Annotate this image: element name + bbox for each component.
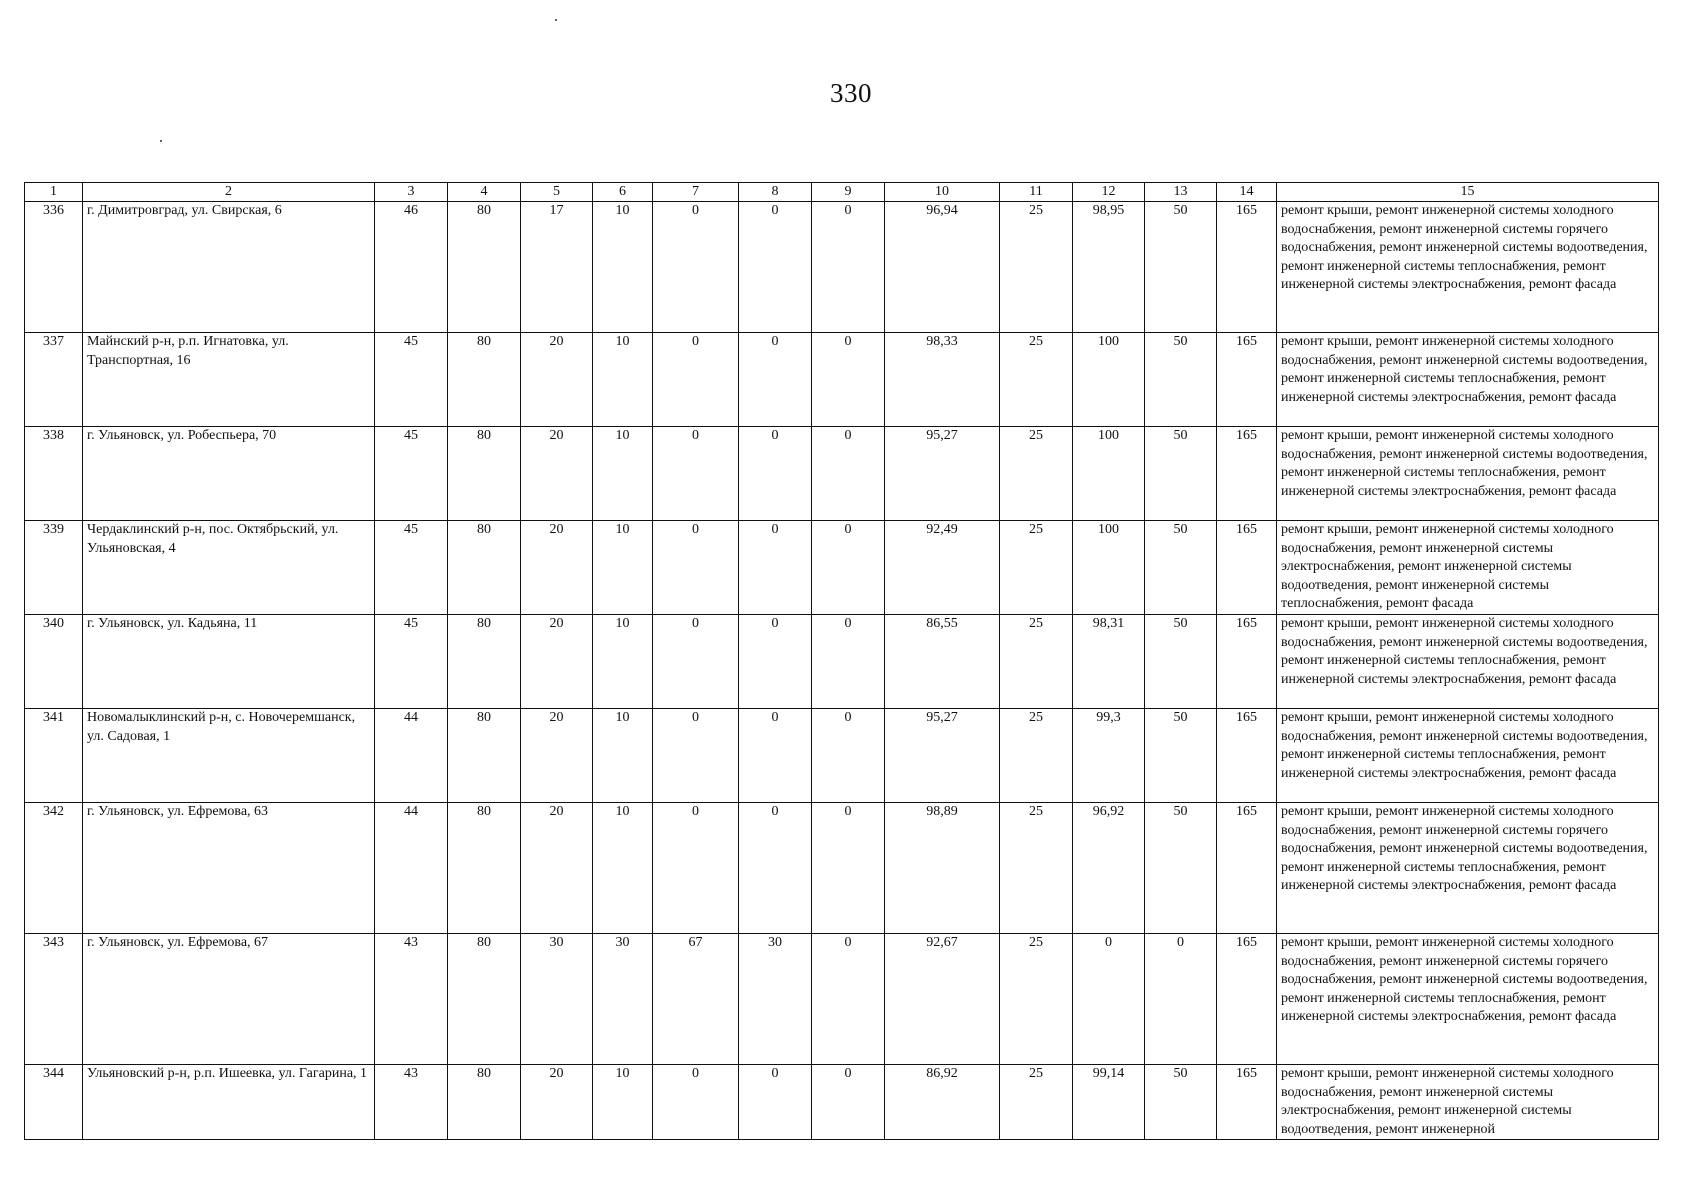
column-header-4: 4 — [448, 183, 521, 202]
table-row — [25, 709, 1659, 803]
value-col-4: 80 — [448, 202, 521, 333]
scan-speck — [555, 19, 557, 21]
value-col-11: 25 — [1000, 202, 1073, 333]
address-cell: Новомалыклинский р-н, с. Новочеремшанск, ул. Садовая, 1 — [83, 709, 375, 803]
table-row — [25, 934, 1659, 1065]
value-col-6: 30 — [593, 934, 653, 1065]
page-number: 330 — [830, 78, 872, 108]
value-col-14: 165 — [1217, 803, 1277, 934]
value-col-6: 10 — [593, 333, 653, 427]
value-col-5: 17 — [521, 202, 593, 333]
value-col-10: 92,67 — [885, 934, 1000, 1065]
value-col-13: 50 — [1145, 202, 1217, 333]
value-col-9: 0 — [812, 427, 885, 521]
value-col-7: 0 — [653, 803, 739, 934]
column-header-6: 6 — [593, 183, 653, 202]
row-number: 341 — [25, 709, 83, 803]
works-description: ремонт крыши, ремонт инженерной системы холодного водоснабжения, ремонт инженерной системы электроснабжения, ремонт инженерной системы водоотведения, ремонт инженерной системы теплоснабжения, ремонт фасада — [1277, 521, 1659, 615]
value-col-12: 96,92 — [1073, 803, 1145, 934]
works-description: ремонт крыши, ремонт инженерной системы холодного водоснабжения, ремонт инженерной системы водоотведения, ремонт инженерной системы теплоснабжения, ремонт инженерной системы электроснабжения, ремонт фасада — [1277, 709, 1659, 803]
value-col-8: 0 — [739, 202, 812, 333]
value-col-4: 80 — [448, 1065, 521, 1140]
value-col-4: 80 — [448, 427, 521, 521]
column-header-9: 9 — [812, 183, 885, 202]
scan-speck — [160, 140, 162, 142]
value-col-13: 50 — [1145, 615, 1217, 709]
value-col-7: 0 — [653, 709, 739, 803]
row-number: 344 — [25, 1065, 83, 1140]
row-number: 337 — [25, 333, 83, 427]
value-col-7: 0 — [653, 521, 739, 615]
value-col-10: 86,92 — [885, 1065, 1000, 1140]
table-body — [25, 202, 1659, 1140]
column-header-15: 15 — [1277, 183, 1659, 202]
value-col-11: 25 — [1000, 427, 1073, 521]
value-col-12: 100 — [1073, 427, 1145, 521]
value-col-12: 99,3 — [1073, 709, 1145, 803]
value-col-3: 44 — [375, 709, 448, 803]
column-header-10: 10 — [885, 183, 1000, 202]
address-cell: г. Ульяновск, ул. Ефремова, 63 — [83, 803, 375, 934]
value-col-8: 0 — [739, 1065, 812, 1140]
table-row — [25, 333, 1659, 427]
value-col-5: 20 — [521, 521, 593, 615]
value-col-10: 96,94 — [885, 202, 1000, 333]
value-col-3: 45 — [375, 521, 448, 615]
value-col-12: 98,95 — [1073, 202, 1145, 333]
value-col-14: 165 — [1217, 427, 1277, 521]
value-col-13: 0 — [1145, 934, 1217, 1065]
column-header-8: 8 — [739, 183, 812, 202]
value-col-12: 100 — [1073, 521, 1145, 615]
value-col-7: 0 — [653, 427, 739, 521]
works-description: ремонт крыши, ремонт инженерной системы холодного водоснабжения, ремонт инженерной системы горячего водоснабжения, ремонт инженерной системы водоотведения, ремонт инженерной системы теплоснабжения, ремонт инженерной системы электроснабжения, ремонт фасада — [1277, 202, 1659, 333]
value-col-3: 44 — [375, 803, 448, 934]
value-col-8: 0 — [739, 803, 812, 934]
column-header-11: 11 — [1000, 183, 1073, 202]
value-col-5: 20 — [521, 427, 593, 521]
works-description: ремонт крыши, ремонт инженерной системы холодного водоснабжения, ремонт инженерной системы водоотведения, ремонт инженерной системы теплоснабжения, ремонт инженерной системы электроснабжения, ремонт фасада — [1277, 427, 1659, 521]
value-col-6: 10 — [593, 709, 653, 803]
value-col-3: 45 — [375, 333, 448, 427]
value-col-10: 92,49 — [885, 521, 1000, 615]
value-col-8: 0 — [739, 615, 812, 709]
row-number: 342 — [25, 803, 83, 934]
value-col-14: 165 — [1217, 615, 1277, 709]
column-header-5: 5 — [521, 183, 593, 202]
value-col-9: 0 — [812, 521, 885, 615]
row-number: 338 — [25, 427, 83, 521]
value-col-7: 67 — [653, 934, 739, 1065]
value-col-9: 0 — [812, 615, 885, 709]
value-col-6: 10 — [593, 521, 653, 615]
value-col-11: 25 — [1000, 934, 1073, 1065]
column-header-7: 7 — [653, 183, 739, 202]
row-number: 336 — [25, 202, 83, 333]
column-header-12: 12 — [1073, 183, 1145, 202]
value-col-11: 25 — [1000, 333, 1073, 427]
value-col-6: 10 — [593, 615, 653, 709]
works-description: ремонт крыши, ремонт инженерной системы холодного водоснабжения, ремонт инженерной системы электроснабжения, ремонт инженерной системы водоотведения, ремонт инженерной — [1277, 1065, 1659, 1140]
value-col-3: 46 — [375, 202, 448, 333]
address-cell: г. Димитровград, ул. Свирская, 6 — [83, 202, 375, 333]
address-cell: Чердаклинский р-н, пос. Октябрьский, ул. Ульяновская, 4 — [83, 521, 375, 615]
value-col-6: 10 — [593, 202, 653, 333]
value-col-11: 25 — [1000, 803, 1073, 934]
value-col-10: 86,55 — [885, 615, 1000, 709]
value-col-10: 95,27 — [885, 427, 1000, 521]
value-col-5: 20 — [521, 803, 593, 934]
table-row — [25, 803, 1659, 934]
column-header-2: 2 — [83, 183, 375, 202]
value-col-7: 0 — [653, 333, 739, 427]
value-col-10: 98,89 — [885, 803, 1000, 934]
value-col-11: 25 — [1000, 709, 1073, 803]
value-col-13: 50 — [1145, 427, 1217, 521]
value-col-10: 95,27 — [885, 709, 1000, 803]
value-col-9: 0 — [812, 333, 885, 427]
row-number: 343 — [25, 934, 83, 1065]
address-cell: Ульяновский р-н, р.п. Ишеевка, ул. Гагарина, 1 — [83, 1065, 375, 1140]
value-col-5: 20 — [521, 709, 593, 803]
table-row — [25, 615, 1659, 709]
value-col-10: 98,33 — [885, 333, 1000, 427]
value-col-6: 10 — [593, 803, 653, 934]
table-row — [25, 427, 1659, 521]
value-col-8: 0 — [739, 709, 812, 803]
value-col-8: 30 — [739, 934, 812, 1065]
value-col-9: 0 — [812, 934, 885, 1065]
column-header-13: 13 — [1145, 183, 1217, 202]
value-col-4: 80 — [448, 333, 521, 427]
table-row — [25, 1065, 1659, 1140]
works-register-table — [24, 182, 1659, 1140]
row-number: 339 — [25, 521, 83, 615]
value-col-6: 10 — [593, 1065, 653, 1140]
value-col-14: 165 — [1217, 202, 1277, 333]
value-col-3: 43 — [375, 934, 448, 1065]
value-col-12: 98,31 — [1073, 615, 1145, 709]
value-col-5: 20 — [521, 1065, 593, 1140]
value-col-14: 165 — [1217, 521, 1277, 615]
column-header-14: 14 — [1217, 183, 1277, 202]
works-description: ремонт крыши, ремонт инженерной системы холодного водоснабжения, ремонт инженерной системы горячего водоснабжения, ремонт инженерной системы водоотведения, ремонт инженерной системы теплоснабжения, ремонт инженерной системы электроснабжения, ремонт фасада — [1277, 803, 1659, 934]
value-col-7: 0 — [653, 202, 739, 333]
value-col-5: 30 — [521, 934, 593, 1065]
value-col-9: 0 — [812, 1065, 885, 1140]
value-col-14: 165 — [1217, 1065, 1277, 1140]
column-header-3: 3 — [375, 183, 448, 202]
address-cell: Майнский р-н, р.п. Игнатовка, ул. Транспортная, 16 — [83, 333, 375, 427]
value-col-8: 0 — [739, 427, 812, 521]
value-col-8: 0 — [739, 521, 812, 615]
value-col-13: 50 — [1145, 709, 1217, 803]
works-description: ремонт крыши, ремонт инженерной системы холодного водоснабжения, ремонт инженерной системы водоотведения, ремонт инженерной системы теплоснабжения, ремонт инженерной системы электроснабжения, ремонт фасада — [1277, 333, 1659, 427]
value-col-6: 10 — [593, 427, 653, 521]
value-col-3: 45 — [375, 427, 448, 521]
address-cell: г. Ульяновск, ул. Робеспьера, 70 — [83, 427, 375, 521]
address-cell: г. Ульяновск, ул. Ефремова, 67 — [83, 934, 375, 1065]
value-col-4: 80 — [448, 934, 521, 1065]
value-col-11: 25 — [1000, 521, 1073, 615]
value-col-3: 43 — [375, 1065, 448, 1140]
value-col-12: 100 — [1073, 333, 1145, 427]
value-col-9: 0 — [812, 803, 885, 934]
column-header-1: 1 — [25, 183, 83, 202]
table-row — [25, 521, 1659, 615]
value-col-4: 80 — [448, 615, 521, 709]
value-col-13: 50 — [1145, 521, 1217, 615]
value-col-8: 0 — [739, 333, 812, 427]
address-cell: г. Ульяновск, ул. Кадьяна, 11 — [83, 615, 375, 709]
value-col-12: 99,14 — [1073, 1065, 1145, 1140]
value-col-13: 50 — [1145, 803, 1217, 934]
value-col-13: 50 — [1145, 1065, 1217, 1140]
value-col-5: 20 — [521, 333, 593, 427]
value-col-5: 20 — [521, 615, 593, 709]
value-col-11: 25 — [1000, 1065, 1073, 1140]
value-col-9: 0 — [812, 709, 885, 803]
column-number-row — [25, 183, 1659, 202]
value-col-4: 80 — [448, 803, 521, 934]
value-col-14: 165 — [1217, 934, 1277, 1065]
table-row — [25, 202, 1659, 333]
value-col-4: 80 — [448, 521, 521, 615]
value-col-11: 25 — [1000, 615, 1073, 709]
value-col-14: 165 — [1217, 709, 1277, 803]
value-col-14: 165 — [1217, 333, 1277, 427]
value-col-12: 0 — [1073, 934, 1145, 1065]
works-description: ремонт крыши, ремонт инженерной системы холодного водоснабжения, ремонт инженерной системы горячего водоснабжения, ремонт инженерной системы водоотведения, ремонт инженерной системы теплоснабжения, ремонт инженерной системы электроснабжения, ремонт фасада — [1277, 934, 1659, 1065]
value-col-9: 0 — [812, 202, 885, 333]
value-col-7: 0 — [653, 1065, 739, 1140]
works-description: ремонт крыши, ремонт инженерной системы холодного водоснабжения, ремонт инженерной системы водоотведения, ремонт инженерной системы теплоснабжения, ремонт инженерной системы электроснабжения, ремонт фасада — [1277, 615, 1659, 709]
value-col-4: 80 — [448, 709, 521, 803]
value-col-13: 50 — [1145, 333, 1217, 427]
row-number: 340 — [25, 615, 83, 709]
value-col-7: 0 — [653, 615, 739, 709]
value-col-3: 45 — [375, 615, 448, 709]
